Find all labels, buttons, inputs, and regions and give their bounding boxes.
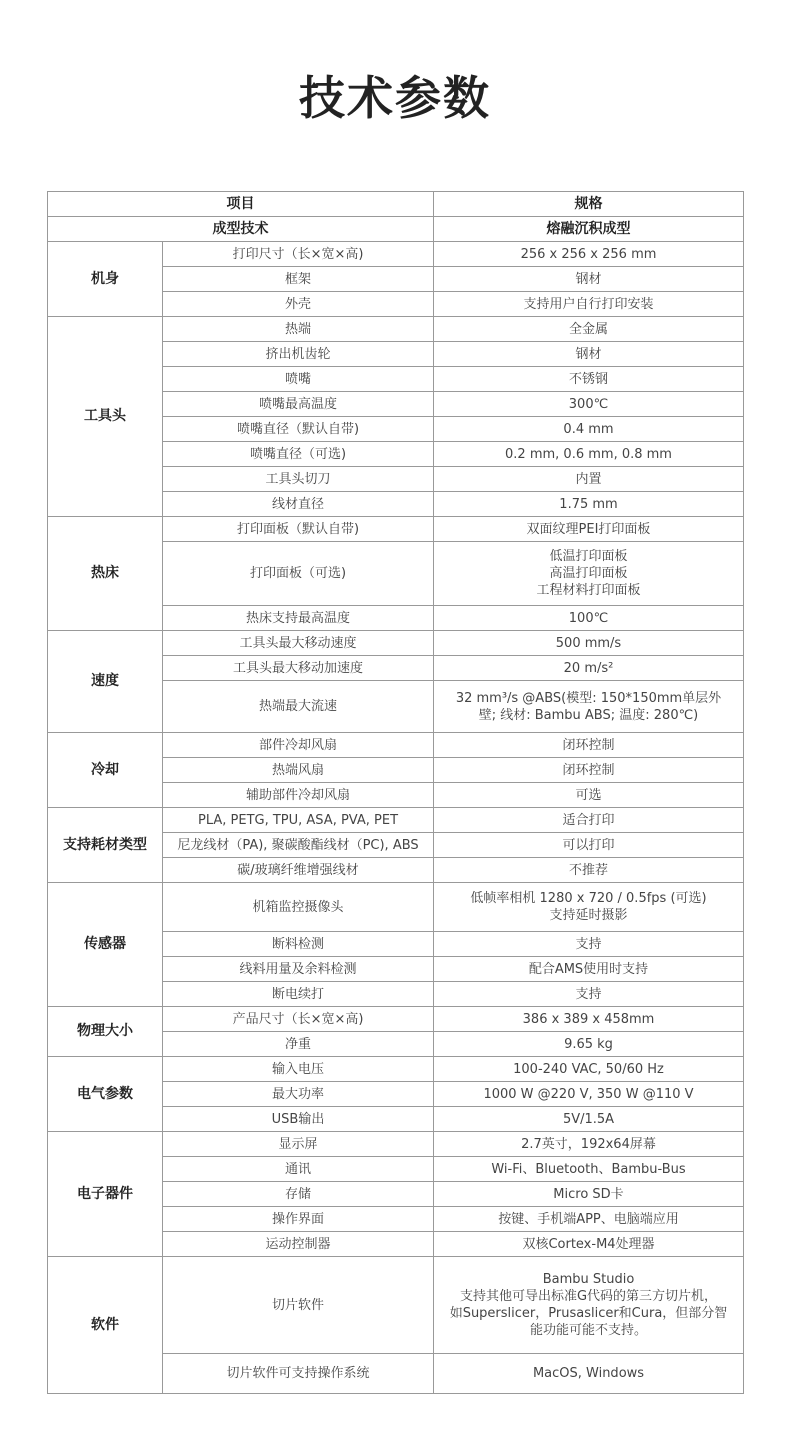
spec-item-label: 热端风扇 [163,758,434,783]
spec-item-label: 打印尺寸（长×宽×高) [163,242,434,267]
category-label: 传感器 [48,883,163,1007]
category-label: 电气参数 [48,1057,163,1132]
spec-item-label: 喷嘴 [163,367,434,392]
tech-row [48,217,744,242]
spec-item-label: 挤出机齿轮 [163,342,434,367]
spec-item-value: 0.4 mm [434,417,744,442]
spec-item-value: 配合AMS使用时支持 [434,957,744,982]
spec-row [48,808,744,833]
spec-item-value: MacOS, Windows [434,1354,744,1394]
spec-item-value: 钢材 [434,267,744,292]
spec-item-value: Bambu Studio 支持其他可导出标准G代码的第三方切片机， 如Superslicer，Prusaslicer和Cura，但部分智 能功能可能不支持。 [434,1257,744,1354]
spec-row [48,517,744,542]
spec-item-value: 双面纹理PEI打印面板 [434,517,744,542]
spec-item-label: 运动控制器 [163,1232,434,1257]
spec-item-label: 碳/玻璃纤维增强线材 [163,858,434,883]
spec-item-value: 不推荐 [434,858,744,883]
category-label: 电子器件 [48,1132,163,1257]
spec-item-label: 机箱监控摄像头 [163,883,434,932]
tech-label: 成型技术 [48,217,434,242]
spec-item-value: 32 mm³/s @ABS(模型: 150*150mm单层外 壁; 线材: Bambu ABS; 温度: 280℃) [434,681,744,733]
spec-item-value: Micro SD卡 [434,1182,744,1207]
spec-row [48,883,744,932]
spec-item-value: 9.65 kg [434,1032,744,1057]
spec-item-label: 打印面板（可选) [163,542,434,606]
spec-item-label: 通讯 [163,1157,434,1182]
spec-item-value: 低温打印面板 高温打印面板 工程材料打印面板 [434,542,744,606]
spec-item-label: 喷嘴直径（默认自带) [163,417,434,442]
spec-item-label: 操作界面 [163,1207,434,1232]
spec-item-label: 辅助部件冷却风扇 [163,783,434,808]
spec-item-label: 断电续打 [163,982,434,1007]
spec-item-value: 0.2 mm, 0.6 mm, 0.8 mm [434,442,744,467]
tech-value: 熔融沉积成型 [434,217,744,242]
spec-item-label: USB输出 [163,1107,434,1132]
category-label: 工具头 [48,317,163,517]
category-label: 物理大小 [48,1007,163,1057]
spec-row [48,1007,744,1032]
spec-item-value: 256 x 256 x 256 mm [434,242,744,267]
category-label: 支持耗材类型 [48,808,163,883]
spec-item-label: 切片软件 [163,1257,434,1354]
spec-item-value: 1.75 mm [434,492,744,517]
spec-item-value: 内置 [434,467,744,492]
spec-item-label: 产品尺寸（长×宽×高) [163,1007,434,1032]
spec-item-label: 喷嘴最高温度 [163,392,434,417]
category-label: 冷却 [48,733,163,808]
spec-item-value: 适合打印 [434,808,744,833]
spec-item-value: 100℃ [434,606,744,631]
spec-item-label: 工具头切刀 [163,467,434,492]
spec-item-label: 显示屏 [163,1132,434,1157]
spec-row [48,631,744,656]
spec-item-value: 可选 [434,783,744,808]
spec-item-label: 线材直径 [163,492,434,517]
spec-item-label: 热床支持最高温度 [163,606,434,631]
category-label: 软件 [48,1257,163,1394]
spec-item-label: 部件冷却风扇 [163,733,434,758]
spec-row [48,1257,744,1354]
spec-table [47,191,744,1394]
spec-item-value: 可以打印 [434,833,744,858]
spec-item-label: 热端最大流速 [163,681,434,733]
spec-item-value: 全金属 [434,317,744,342]
spec-item-value: Wi-Fi、Bluetooth、Bambu-Bus [434,1157,744,1182]
spec-item-label: 净重 [163,1032,434,1057]
spec-item-value: 2.7英寸，192x64屏幕 [434,1132,744,1157]
spec-item-value: 20 m/s² [434,656,744,681]
spec-item-value: 300℃ [434,392,744,417]
spec-row [48,1132,744,1157]
spec-row [48,317,744,342]
spec-item-label: 输入电压 [163,1057,434,1082]
spec-item-value: 闭环控制 [434,733,744,758]
spec-item-label: 最大功率 [163,1082,434,1107]
spec-item-label: 喷嘴直径（可选) [163,442,434,467]
spec-item-value: 按键、手机端APP、电脑端应用 [434,1207,744,1232]
spec-item-label: 工具头最大移动速度 [163,631,434,656]
spec-row [48,1057,744,1082]
spec-item-value: 5V/1.5A [434,1107,744,1132]
category-label: 热床 [48,517,163,631]
page-title: 技术参数 [299,71,491,125]
spec-item-label: 热端 [163,317,434,342]
category-label: 速度 [48,631,163,733]
spec-item-value: 1000 W @220 V, 350 W @110 V [434,1082,744,1107]
spec-item-label: 断料检测 [163,932,434,957]
spec-item-label: 外壳 [163,292,434,317]
spec-item-value: 支持用户自行打印安装 [434,292,744,317]
header-item: 项目 [48,192,434,217]
spec-item-label: 尼龙线材（PA), 聚碳酸酯线材（PC), ABS [163,833,434,858]
spec-item-value: 100-240 VAC, 50/60 Hz [434,1057,744,1082]
spec-item-value: 支持 [434,932,744,957]
header-spec: 规格 [434,192,744,217]
spec-item-value: 双核Cortex-M4处理器 [434,1232,744,1257]
category-label: 机身 [48,242,163,317]
spec-item-value: 低帧率相机 1280 x 720 / 0.5fps (可选) 支持延时摄影 [434,883,744,932]
spec-item-label: 切片软件可支持操作系统 [163,1354,434,1394]
spec-row [48,733,744,758]
spec-row [48,242,744,267]
spec-item-value: 386 x 389 x 458mm [434,1007,744,1032]
spec-item-value: 钢材 [434,342,744,367]
spec-item-value: 支持 [434,982,744,1007]
spec-item-label: PLA, PETG, TPU, ASA, PVA, PET [163,808,434,833]
spec-item-label: 存储 [163,1182,434,1207]
spec-item-value: 500 mm/s [434,631,744,656]
spec-item-label: 框架 [163,267,434,292]
spec-item-value: 闭环控制 [434,758,744,783]
spec-item-label: 工具头最大移动加速度 [163,656,434,681]
spec-item-value: 不锈钢 [434,367,744,392]
spec-item-label: 线料用量及余料检测 [163,957,434,982]
header-row [48,192,744,217]
spec-item-label: 打印面板（默认自带) [163,517,434,542]
